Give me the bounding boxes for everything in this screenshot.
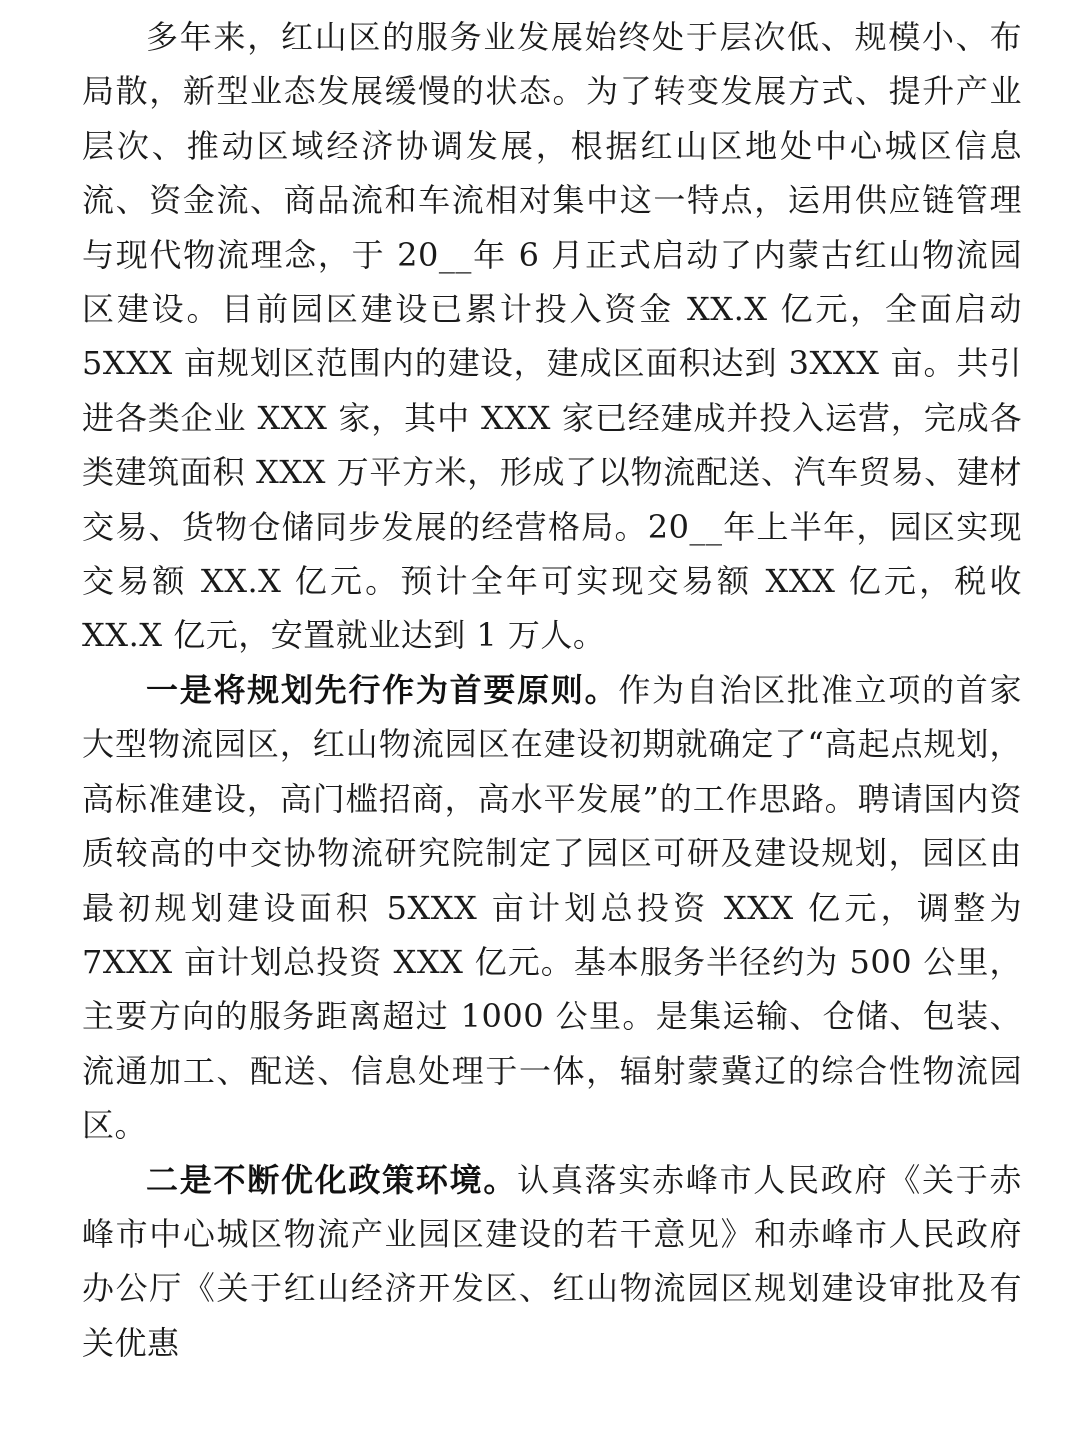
document-page <box>82 0 1022 1440</box>
paragraph-lead: 一是将规划先行作为首要原则。 <box>146 670 619 709</box>
document-body <box>82 10 1022 1370</box>
paragraph-text: 多年来，红山区的服务业发展始终处于层次低、规模小、布局散，新型业态发展缓慢的状态。为了转变发展方式、提升产业层次、推动区域经济协调发展，根据红山区地处中心城区信息流、资金流、商品流和车流相对集中这一特点，运用供应链管理与现代物流理念，于 20__年 6 月正式启动了内蒙古红山物流园区建设。目前园区建设已累计投入资金 XX.X 亿元，全面启动 5XXX 亩规划区范围内的建设，建成区面积达到 3XXX 亩。共引进各类企业 XXX 家，其中 XXX 家已经建成并投入运营，完成各类建筑面积 XXX 万平方米，形成了以物流配送、汽车贸易、建材交易、货物仓储同步发展的经营格局。20__年上半年，园区实现交易额 XX.X 亿元。预计全年可实现交易额 XXX 亿元，税收 XX.X 亿元，安置就业达到 1 万人。 <box>82 18 1022 655</box>
paragraph-planning <box>82 663 1022 1153</box>
paragraph-policy <box>82 1153 1022 1371</box>
paragraph-text: 认真落实赤峰市人民政府《关于赤峰市中心城区物流产业园区建设的若干意见》和赤峰市人民政府办公厅《关于红山经济开发区、红山物流园区规划建设审批及有关优惠 <box>82 1160 1022 1362</box>
paragraph-text: 作为自治区批准立项的首家大型物流园区，红山物流园区在建设初期就确定了“高起点规划，高标准建设，高门槛招商，高水平发展”的工作思路。聘请国内资质较高的中交协物流研究院制定了园区可研及建设规划，园区由最初规划建设面积 5XXX 亩计划总投资 XXX 亿元，调整为 7XXX 亩计划总投资 XXX 亿元。基本服务半径约为 500 公里，主要方向的服务距离超过 1000 公里。是集运输、仓储、包装、流通加工、配送、信息处理于一体，辐射蒙冀辽的综合性物流园区。 <box>82 670 1022 1145</box>
paragraph-intro <box>82 10 1022 663</box>
paragraph-lead: 二是不断优化政策环境。 <box>146 1160 518 1199</box>
